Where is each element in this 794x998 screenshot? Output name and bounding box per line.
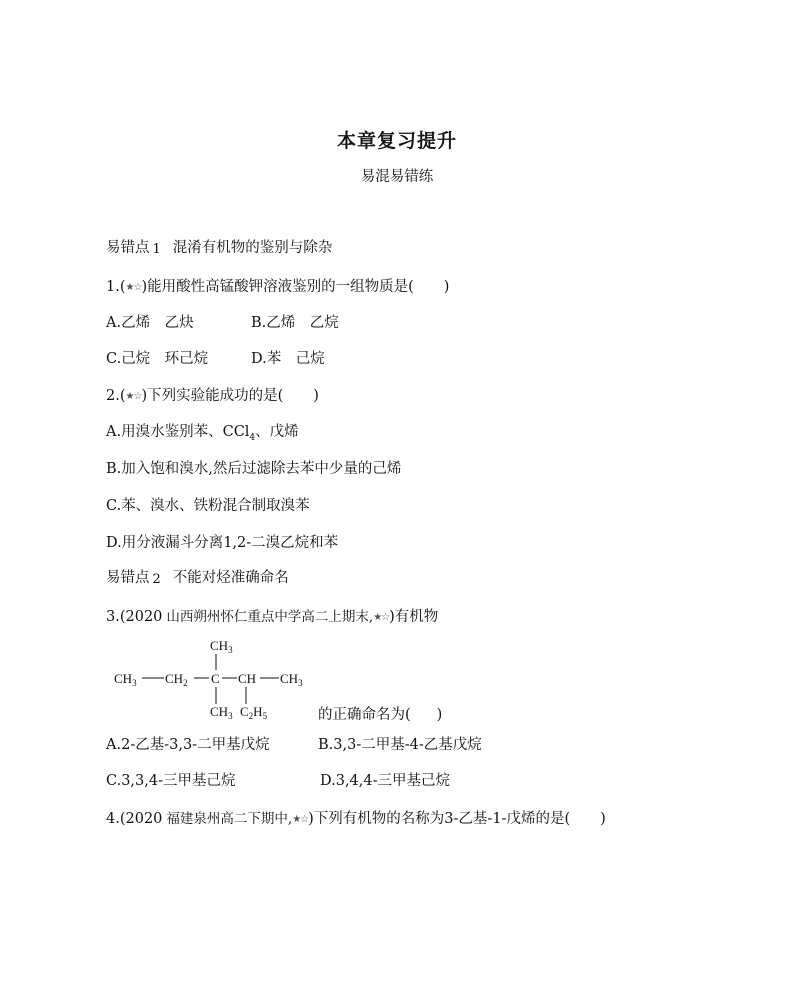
difficulty-stars-icon: ★☆ <box>125 282 142 293</box>
option-label: D. <box>320 773 336 789</box>
option-a <box>106 313 194 333</box>
page-subtitle: 易混易错练 <box>360 169 434 185</box>
difficulty-stars-icon: ★☆ <box>292 814 309 825</box>
option-label: A. <box>106 737 122 753</box>
question-3 <box>106 607 438 628</box>
section-number: 2 <box>152 572 161 587</box>
option-c <box>106 771 235 791</box>
option-d <box>251 349 325 369</box>
question-text: )下列有机物的名称为3-乙基-1-戊烯的是( <box>308 811 571 827</box>
formula-ch2: $CH_2$ <box>165 671 188 688</box>
question-text: )有机物 <box>389 609 439 625</box>
option-d <box>106 533 338 553</box>
option-label: C. <box>106 351 122 367</box>
answer-paren-close: ) <box>443 279 450 295</box>
question-1 <box>106 277 449 298</box>
question-number: 4.(2020 <box>106 811 163 827</box>
page-title: 本章复习提升 <box>336 130 457 152</box>
difficulty-stars-icon: ★☆ <box>373 612 390 623</box>
option-text: 3,4,4-三甲基己烷 <box>335 773 451 789</box>
option-label: D. <box>251 351 267 367</box>
question-source: 福建泉州高二下期中, <box>166 811 293 827</box>
option-text: 3,3,4-三甲基己烷 <box>121 773 236 789</box>
option-label: A. <box>106 424 122 440</box>
question-2 <box>106 386 319 407</box>
section-heading-1 <box>106 238 332 259</box>
option-text: 己烷 环己烷 <box>121 351 209 367</box>
question-number: 2.( <box>106 388 126 404</box>
option-label: C. <box>106 498 122 514</box>
option-b <box>106 459 401 479</box>
section-label: 易错点 <box>106 240 150 256</box>
answer-paren-close: ) <box>600 811 606 827</box>
formula-ch3-right: $CH_3$ <box>280 671 303 688</box>
option-label: B. <box>251 315 267 331</box>
section-heading-2 <box>106 568 289 589</box>
option-text: 3,3-二甲基-4-乙基戊烷 <box>333 737 482 753</box>
option-label: B. <box>318 737 334 753</box>
question-source: 山西朔州怀仁重点中学高二上期末, <box>166 609 374 625</box>
section-label: 易错点 <box>106 570 150 586</box>
option-a <box>106 735 270 755</box>
formula-ch3-left: $CH_3$ <box>114 671 137 688</box>
option-a <box>106 422 299 448</box>
option-label: D. <box>106 535 122 551</box>
question-text: )下列实验能成功的是( <box>141 388 284 404</box>
structural-formula <box>112 634 342 724</box>
answer-paren-close: ) <box>436 707 443 723</box>
option-label: B. <box>106 461 122 477</box>
question-number: 1.( <box>106 279 126 295</box>
option-c <box>106 349 208 369</box>
formula-bottom-ch3: $CH_3$ <box>210 704 233 721</box>
option-label: A. <box>106 315 122 331</box>
option-c <box>106 496 310 516</box>
option-b <box>318 735 482 755</box>
difficulty-stars-icon: ★☆ <box>125 391 142 402</box>
formula-ch: CH <box>238 671 257 686</box>
formula-c2h5: $C_2H_5$ <box>240 704 268 721</box>
section-text: 混淆有机物的鉴别与除杂 <box>172 240 333 256</box>
option-text: 、戊烯 <box>255 424 299 440</box>
section-text: 不能对烃准确命名 <box>172 570 289 586</box>
question-text: 的正确命名为( <box>318 707 411 723</box>
subscript: 4 <box>249 432 256 443</box>
option-text: 2-乙基-3,3-二甲基戊烷 <box>121 737 270 753</box>
answer-paren-close: ) <box>313 388 319 404</box>
option-d <box>320 771 450 791</box>
option-label: C. <box>106 773 122 789</box>
option-text: 苯、溴水、铁粉混合制取溴苯 <box>121 498 310 514</box>
question-3-suffix <box>318 705 442 725</box>
option-text: 用分液漏斗分离1,2-二溴乙烷和苯 <box>121 535 339 551</box>
question-4 <box>106 809 606 830</box>
option-text: 乙烯 乙烷 <box>266 315 339 331</box>
formula-c: C <box>211 671 220 686</box>
question-text: )能用酸性高锰酸钾溶液鉴别的一组物质是( <box>141 279 414 295</box>
formula-top-ch3: $CH_3$ <box>210 638 233 655</box>
option-text: 苯 己烷 <box>266 351 325 367</box>
option-text: 用溴水鉴别苯、CCl <box>121 424 250 440</box>
option-b <box>251 313 339 333</box>
option-text: 加入饱和溴水,然后过滤除去苯中少量的己烯 <box>121 461 402 477</box>
section-number: 1 <box>152 242 161 257</box>
question-number: 3.(2020 <box>106 609 163 625</box>
option-text: 乙烯 乙炔 <box>121 315 194 331</box>
